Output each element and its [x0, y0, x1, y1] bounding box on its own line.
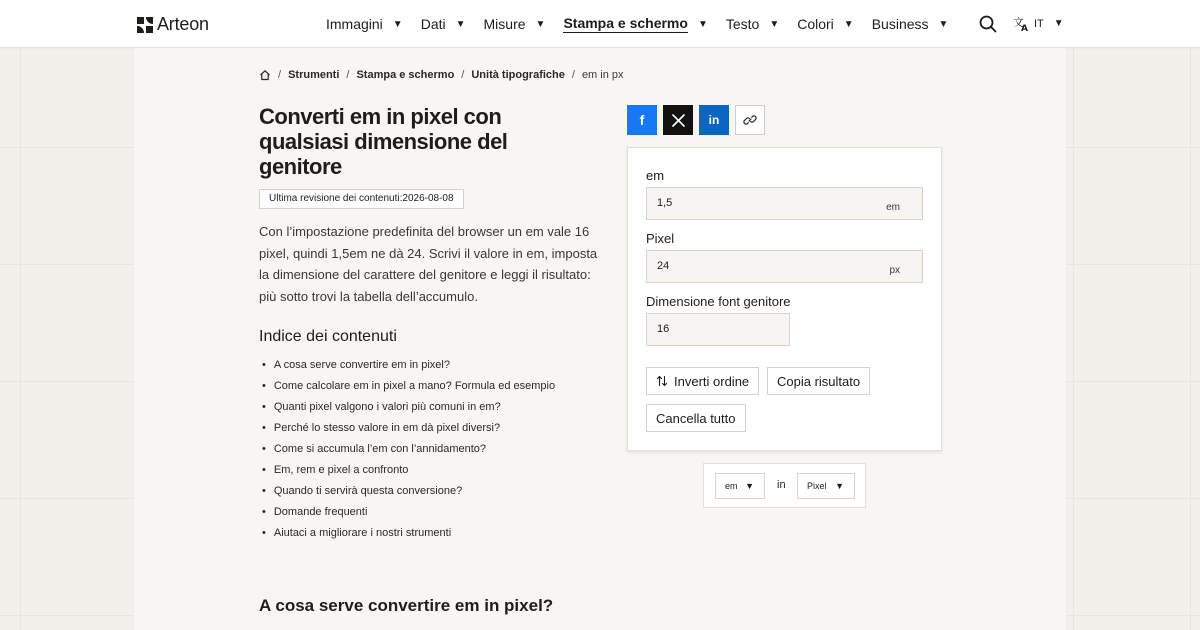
x-share-button[interactable] — [663, 105, 693, 135]
em-input[interactable] — [646, 187, 923, 220]
breadcrumb-separator: / — [571, 69, 575, 81]
caret-down-icon: ▼ — [392, 18, 403, 30]
breadcrumb-item[interactable]: Unità tipografiche — [471, 69, 565, 81]
linkedin-share-button[interactable] — [699, 105, 729, 135]
nav-item-dati[interactable] — [421, 16, 466, 32]
from-unit-value: em — [725, 481, 738, 491]
home-icon[interactable] — [259, 69, 271, 81]
to-unit-select[interactable] — [797, 473, 855, 499]
x-icon — [672, 114, 685, 127]
caret-down-icon: ▼ — [1053, 18, 1064, 29]
site-header — [0, 0, 1200, 48]
nav-label: Dati — [420, 16, 446, 32]
language-selector[interactable] — [1013, 15, 1064, 32]
toc-link[interactable]: • A cosa serve convertire em in pixel? — [259, 355, 555, 376]
toc-link[interactable]: • Come si accumula l’em con l’annidamento? — [259, 439, 555, 460]
breadcrumb-current: em in px — [581, 69, 624, 81]
search-icon[interactable] — [979, 15, 997, 33]
px-input[interactable] — [646, 250, 923, 283]
copy-link-button[interactable] — [735, 105, 765, 135]
em-value: 1,5 — [657, 197, 673, 209]
breadcrumb-separator: / — [346, 69, 350, 81]
caret-down-icon: ▼ — [938, 18, 949, 30]
toc-link[interactable]: • Come calcolare em in pixel a mano? Formula ed esempio — [259, 376, 555, 397]
nav-item-business[interactable] — [872, 16, 949, 32]
em-label: em — [646, 168, 665, 183]
toc-link[interactable]: • Quando ti servirà questa conversione? — [259, 481, 555, 502]
table-of-contents — [259, 355, 555, 544]
nav-label: Testo — [725, 16, 760, 32]
breadcrumb-item[interactable]: Stampa e schermo — [356, 69, 455, 81]
converter-card — [627, 147, 942, 451]
caret-down-icon: ▼ — [843, 18, 854, 30]
toc-link[interactable]: • Domande frequenti — [259, 502, 555, 523]
nav-item-colori[interactable] — [797, 16, 853, 32]
swap-button[interactable] — [646, 367, 759, 395]
toc-link[interactable]: • Quanti pixel valgono i valori più comuni in em? — [259, 397, 555, 418]
from-unit-select[interactable] — [715, 473, 765, 499]
facebook-icon: f — [639, 112, 645, 128]
nav-item-stampa-e-schermo[interactable] — [563, 15, 707, 33]
nav-item-misure[interactable] — [484, 16, 546, 32]
px-label: Pixel — [646, 231, 675, 246]
caret-down-icon: ▼ — [697, 18, 708, 30]
breadcrumb-separator: / — [461, 69, 465, 81]
revision-badge: Ultima revisione dei contenuti:2026-08-08 — [259, 189, 464, 209]
unit-selector — [703, 463, 866, 508]
translate-icon — [1013, 15, 1030, 32]
nav-label: Immagini — [326, 16, 383, 32]
toc-link[interactable]: • Aiutaci a migliorare i nostri strumenti — [259, 523, 555, 544]
unit-connector: in — [777, 479, 786, 491]
toc-link[interactable]: • Perché lo stesso valore in em dà pixel diversi? — [259, 418, 555, 439]
nav-label: Stampa e schermo — [563, 15, 688, 31]
nav-label: Misure — [483, 16, 526, 32]
breadcrumb — [259, 69, 624, 81]
px-value: 24 — [657, 260, 670, 272]
main-nav — [326, 0, 966, 48]
page-title: Converti em in pixel con qualsiasi dimensione del genitore — [259, 104, 508, 179]
caret-down-icon: ▼ — [835, 481, 844, 491]
toc-title: Indice dei contenuti — [259, 328, 397, 345]
clear-all-button[interactable] — [646, 404, 746, 432]
facebook-share-button[interactable] — [627, 105, 657, 135]
swap-label: Inverti ordine — [674, 373, 750, 389]
intro-text: Con l’impostazione predefinita del browser un em vale 16 pixel, quindi 1,5em ne dà 24. Scrivi il valore in em, imposta la dimensione del carattere del genitore e leggi il risultato: più sotto trovi la tabella dell’accumulo. — [259, 224, 598, 304]
toc-link[interactable]: • Em, rem e pixel a confronto — [259, 460, 555, 481]
caret-down-icon: ▼ — [455, 18, 466, 30]
section-title: A cosa serve convertire em in pixel? — [259, 596, 554, 615]
logo[interactable] — [137, 14, 209, 35]
caret-down-icon: ▼ — [745, 481, 754, 491]
caret-down-icon: ▼ — [535, 18, 546, 30]
swap-icon — [656, 375, 668, 387]
linkedin-icon: in — [708, 113, 720, 127]
share-buttons — [627, 105, 765, 135]
logo-icon — [137, 17, 153, 33]
parent-font-size-value: 16 — [657, 323, 670, 335]
parent-font-size-label: Dimensione font genitore — [646, 294, 791, 309]
link-icon — [743, 113, 757, 127]
em-unit: em — [886, 202, 900, 213]
px-unit: px — [889, 265, 900, 276]
svg-text:A: A — [1021, 24, 1028, 32]
copy-result-label: Copia risultato — [777, 373, 861, 389]
svg-text:文: 文 — [1013, 16, 1024, 29]
to-unit-value: Pixel — [807, 481, 827, 491]
breadcrumb-separator: / — [278, 69, 282, 81]
copy-result-button[interactable] — [767, 367, 870, 395]
nav-item-testo[interactable] — [726, 16, 779, 32]
logo-text: Arteon — [157, 14, 209, 34]
nav-label: Colori — [797, 16, 834, 32]
nav-item-immagini[interactable] — [326, 16, 403, 32]
parent-font-size-input[interactable] — [646, 313, 790, 346]
caret-down-icon: ▼ — [769, 18, 780, 30]
nav-label: Business — [871, 16, 929, 32]
clear-all-label: Cancella tutto — [656, 410, 736, 426]
language-code: IT — [1034, 17, 1044, 30]
breadcrumb-item[interactable]: Strumenti — [288, 69, 340, 81]
